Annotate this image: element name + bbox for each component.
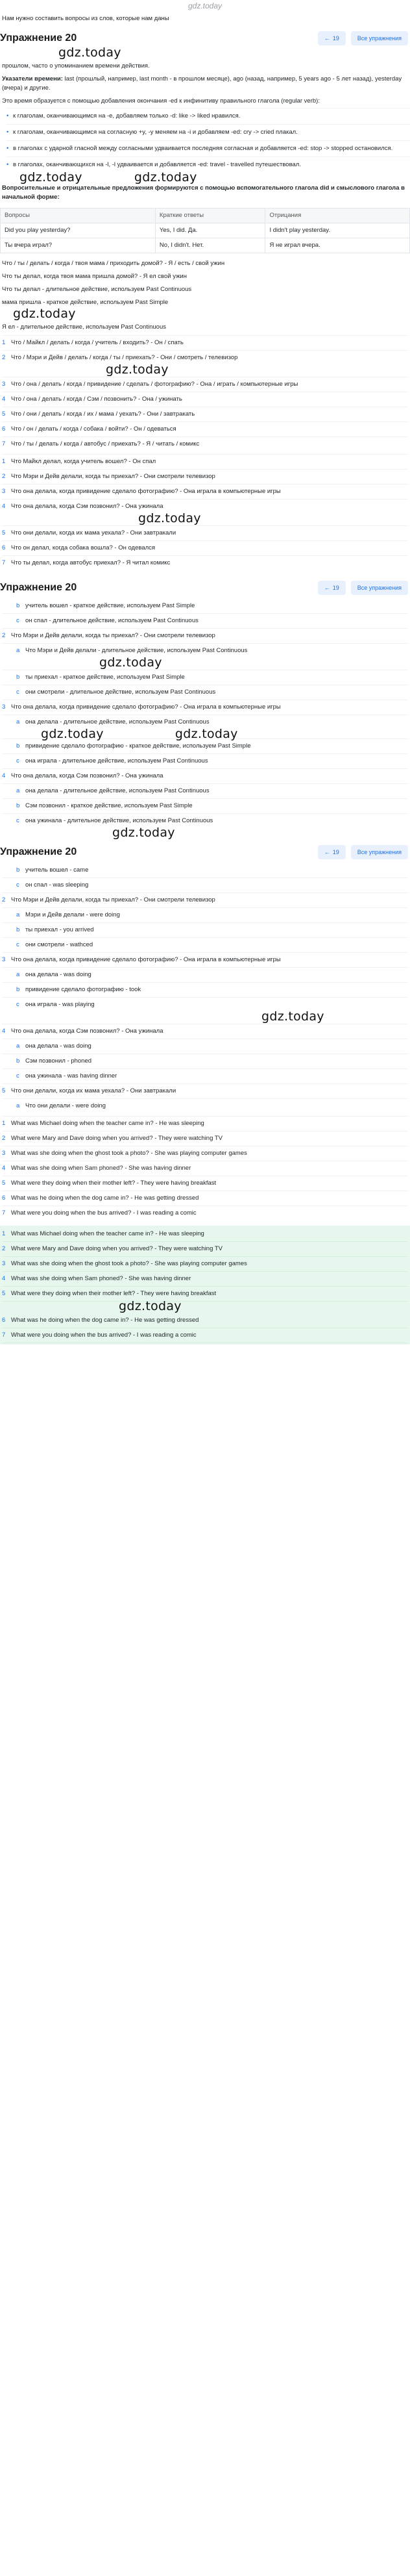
question-line: Я ел - длительное действие, используем Past Continuous: [2, 323, 166, 331]
list-item: 2 What were Mary and Dave doing when you arrived? - They were watching TV: [2, 1131, 408, 1146]
table-cell: Did you play yesterday?: [1, 223, 156, 238]
english-answers: [0, 1115, 410, 1222]
exercise-header: [0, 577, 410, 598]
list-item: 2 Что / Мэри и Дейв / делать / когда / ты / приехать? - Они / смотреть / телевизор: [2, 350, 408, 365]
list-item: 4 Что она делала, когда Сэм позвонил? - Она ужинала: [2, 499, 408, 514]
time-indicators-label: Указатели времени:: [2, 75, 63, 82]
exercise-header: [0, 841, 410, 862]
translation-block: [0, 862, 410, 1115]
list-item: 2 Что Мэри и Дейв делали, когда ты приехал? - Они смотрели телевизор: [2, 892, 408, 907]
prev-exercise-label: 19: [332, 585, 339, 591]
list-item: c он спал - was sleeping: [2, 878, 408, 892]
prev-exercise-label: 19: [332, 35, 339, 42]
answer-item: 6 What was he doing when the dog came in? - He was getting dressed: [2, 1313, 408, 1328]
table-header: Вопросы: [1, 208, 156, 223]
prev-exercise-button[interactable]: [318, 31, 346, 45]
list-item: c они смотрели - длительное действие, используем Past Continuous: [2, 685, 408, 700]
answer-item: 5 What were they doing when their mother left? - They were having breakfast: [2, 1287, 408, 1302]
watermark: gdz.today: [134, 170, 197, 184]
list-item: 4 What was she doing when Sam phoned? - She was having dinner: [2, 1161, 408, 1176]
list-item: c она ужинала - длительное действие, используем Past Continuous: [2, 813, 408, 828]
exercise-title: Упражнение 20: [0, 32, 77, 44]
theory-section: [0, 60, 410, 334]
list-item: b Сэм позвонил - phoned: [2, 1054, 408, 1068]
list-item: 7 Что / ты / делать / когда / автобус / приехать? - Я / читать / комикс: [2, 436, 408, 451]
all-exercises-button[interactable]: Все упражнения: [351, 31, 408, 45]
list-item: 6 Что / он / делать / когда / собака / войти? - Он / одеваться: [2, 422, 408, 436]
rule-item: • в глаголах с ударной гласной между согласными удваивается последняя согласная и добавляется -ed: stop -> stopped остановился.: [6, 140, 410, 157]
list-item: a Что Мэри и Дейв делали - длительное действие, используем Past Continuous: [2, 643, 408, 658]
list-item: 1 Что / Майкл / делать / когда / учитель / входить? - Он / спать: [2, 335, 408, 350]
watermark: gdz.today: [119, 1299, 182, 1313]
list-item: 3 Что / она / делать / когда / привидение / сделать / фотографию? - Она / играть / компьютерные игры: [2, 377, 408, 392]
translation-list: [0, 453, 410, 572]
list-item: b учитель вошел - краткое действие, используем Past Simple: [16, 602, 195, 609]
grammar-table: [0, 208, 410, 253]
table-header: Отрицания: [265, 208, 410, 223]
time-indicators: [0, 73, 410, 95]
list-item: a она делала - длительное действие, используем Past Continuous: [2, 783, 408, 798]
arrow-left-icon: ←: [324, 35, 330, 42]
theory-paragraph: Вопросительные и отрицательные предложения формируются с помощью вспомогательного глагола did и смыслового глагола в начальной форме:: [2, 184, 405, 201]
answer-item: 1 What was Michael doing when the teacher came in? - He was sleeping: [2, 1227, 408, 1242]
site-header: [0, 0, 410, 12]
answer-item: 2 What were Mary and Dave doing when you arrived? - They were watching TV: [2, 1242, 408, 1257]
exercise-controls: [318, 31, 408, 45]
answer-item: 3 What was she doing when the ghost took a photo? - She was playing computer games: [2, 1257, 408, 1272]
list-item: 5 Что они делали, когда их мама уехала? - Они завтракали: [2, 1083, 408, 1098]
table-header: Краткие ответы: [155, 208, 265, 223]
watermark: gdz.today: [58, 45, 121, 60]
watermark: gdz.today: [138, 511, 201, 525]
watermark: gdz.today: [19, 170, 82, 184]
question-line: Что ты делал, когда твоя мама пришла домой? - Я ел свой ужин: [2, 273, 187, 280]
list-item: 6 What was he doing when the dog came in? - He was getting dressed: [2, 1191, 408, 1206]
theory-paragraph: прошлом, часто о упоминанием времени действия.: [2, 62, 150, 69]
exercise-title: Упражнение 20: [0, 846, 77, 857]
rule-item: • в глаголах, оканчивающихся на -l, -l удваивается и добавляется -ed: travel - travelled путешествовал.: [6, 157, 410, 173]
theory-paragraph: Это время образуется с помощью добавления окончания -ed к инфинитиву правильного глагола (regular verb):: [2, 97, 320, 105]
answer-item: 7 What were you doing when the bus arrived? - I was reading a comic: [2, 1328, 408, 1343]
list-item: 2 Что Мэри и Дейв делали, когда ты приехал? - Они смотрели телевизор: [2, 628, 408, 643]
list-item: 3 Что она делала, когда привидение сделало фотографию? - Она играла в компьютерные игры: [2, 700, 408, 714]
table-cell: Ты вчера играл?: [1, 238, 156, 253]
all-exercises-button[interactable]: Все упражнения: [351, 581, 408, 595]
list-item: c она играла - was playing: [2, 997, 408, 1012]
exercise-title: Упражнение 20: [0, 582, 77, 593]
list-item: 3 Что она делала, когда привидение сделало фотографию? - Она играла в компьютерные игры: [2, 484, 408, 499]
list-item: 4 Что она делала, когда Сэм позвонил? - Она ужинала: [2, 1024, 408, 1039]
arrow-left-icon: ←: [324, 585, 330, 591]
question-line: Что ты делал - длительное действие, используем Past Continuous: [2, 286, 192, 293]
list-item: 5 What were they doing when their mother left? - They were having breakfast: [2, 1176, 408, 1191]
list-item: 4 Что она делала, когда Сэм позвонил? - Она ужинала: [2, 768, 408, 783]
list-item: a она делала - was doing: [2, 1039, 408, 1054]
list-item: c она играла - длительное действие, используем Past Continuous: [2, 753, 408, 768]
site-logo[interactable]: gdz.today: [187, 1, 223, 10]
list-item: 6 Что он делал, когда собака вошла? - Он одевался: [2, 540, 408, 555]
time-indicators-text: last (прошлый, например, last month - в прошлом месяце), ago (назад, например, 5 years ago - 5 лет назад), yesterday (вчера) и другие.: [2, 75, 402, 92]
table-cell: Я не играл вчера.: [265, 238, 410, 253]
watermark: gdz.today: [175, 727, 238, 741]
exercise-controls: [318, 845, 408, 859]
answer-item: 4 What was she doing when Sam phoned? - She was having dinner: [2, 1272, 408, 1287]
prev-exercise-label: 19: [332, 849, 339, 855]
prev-exercise-button[interactable]: [318, 845, 346, 859]
table-cell: Yes, I did. Да.: [155, 223, 265, 238]
watermark: gdz.today: [106, 362, 169, 377]
list-item: 7 Что ты делал, когда автобус приехал? - Я читал комикс: [2, 555, 408, 570]
table-cell: I didn't play yesterday.: [265, 223, 410, 238]
list-item: 7 What were you doing when the bus arrived? - I was reading a comic: [2, 1206, 408, 1220]
list-item: 3 Что она делала, когда привидение сделало фотографию? - Она играла в компьютерные игры: [2, 952, 408, 967]
all-exercises-button[interactable]: Все упражнения: [351, 845, 408, 859]
list-item: 3 What was she doing when the ghost took a photo? - She was playing computer games: [2, 1146, 408, 1161]
list-item: a она делала - was doing: [2, 967, 408, 982]
rule-item: • к глаголам, оканчивающимся на согласную +y, -y меняем на -i и добавляем -ed: cry -> cried плакал.: [6, 124, 410, 140]
watermark: gdz.today: [41, 727, 104, 741]
list-item: b привидение сделало фотографию - краткое действие, используем Past Simple: [2, 739, 408, 753]
question-line: мама пришла - краткое действие, используем Past Simple: [2, 299, 169, 306]
watermark: gdz.today: [112, 826, 175, 840]
list-item: a она делала - длительное действие, используем Past Continuous: [2, 714, 408, 729]
final-answers: [0, 1226, 410, 1345]
exercise-controls: [318, 581, 408, 595]
list-item: 4 Что / она / делать / когда / Сэм / позвонить? - Она / ужинать: [2, 392, 408, 407]
rule-item: • к глаголам, оканчивающимся на -e, добавляем только -d: like -> liked нравился.: [6, 108, 410, 124]
intro-text: Нам нужно составить вопросы из слов, которые нам даны: [2, 15, 169, 22]
list-item: c они смотрели - wathced: [2, 937, 408, 952]
list-item: c она ужинала - was having dinner: [2, 1068, 408, 1083]
list-item: 2 Что Мэри и Дейв делали, когда ты приехал? - Они смотрели телевизор: [2, 469, 408, 484]
analysis-block: [0, 598, 410, 841]
list-item: c он спал - длительное действие, используем Past Continuous: [2, 613, 408, 628]
arrow-left-icon: ←: [324, 849, 330, 855]
list-item: a Мэри и Дейв делали - were doing: [2, 907, 408, 922]
list-item: b ты приехал - краткое действие, используем Past Simple: [2, 670, 408, 685]
list-item: 1 What was Michael doing when the teacher came in? - He was sleeping: [2, 1116, 408, 1131]
watermark: gdz.today: [13, 307, 76, 321]
watermark: gdz.today: [261, 1009, 324, 1024]
list-item: b Сэм позвонил - краткое действие, используем Past Simple: [2, 798, 408, 813]
task-list: [0, 334, 410, 453]
list-item: 1 Что Майкл делал, когда учитель вошел? - Он спал: [2, 454, 408, 469]
list-item: b ты приехал - you arrived: [2, 922, 408, 937]
table-cell: No, I didn't. Нет.: [155, 238, 265, 253]
list-item: 5 Что / они / делать / когда / их / мама / уехать? - Они / завтракать: [2, 407, 408, 422]
prev-exercise-button[interactable]: [318, 581, 346, 595]
rules-list: [0, 108, 410, 173]
list-item: b учитель вошел - came: [16, 866, 89, 874]
watermark: gdz.today: [99, 655, 162, 670]
list-item: 5 Что они делали, когда их мама уехала? - Они завтракали: [2, 525, 408, 540]
question-line: Что / ты / делать / когда / твоя мама / приходить домой? - Я / есть / свой ужин: [2, 260, 225, 267]
list-item: b привидение сделало фотографию - took: [2, 982, 408, 997]
list-item: a Что они делали - were doing: [2, 1098, 408, 1113]
